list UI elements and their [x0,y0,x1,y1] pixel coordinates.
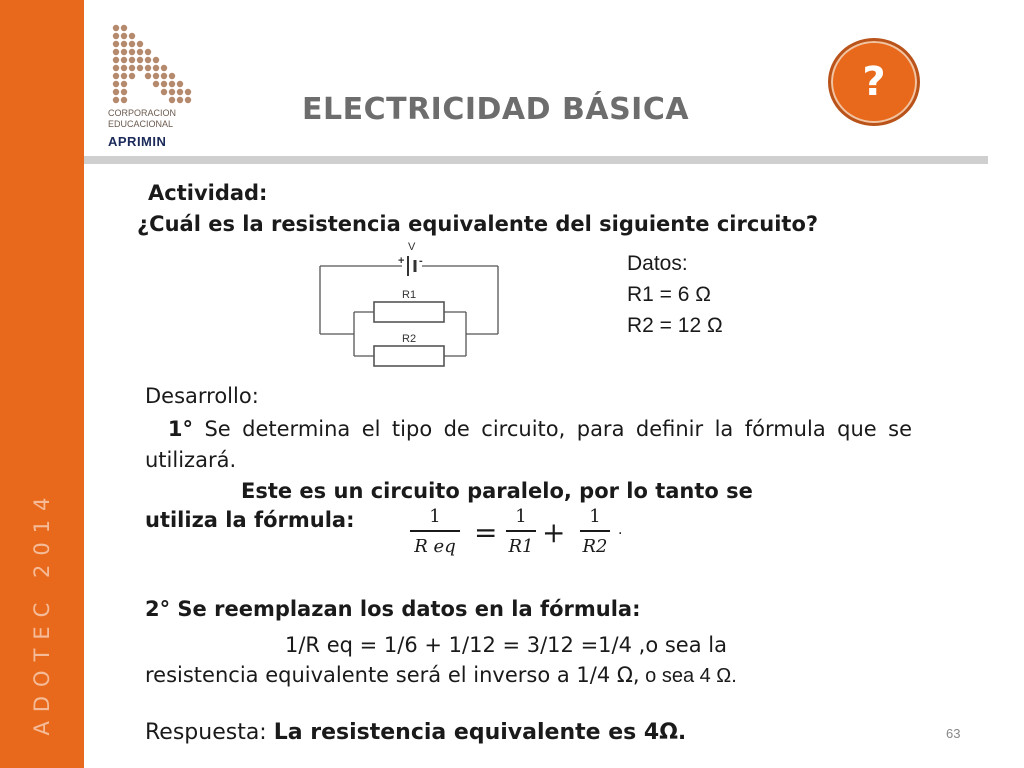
fraction-r2-numerator: 1 [589,506,601,527]
fraction-r1-numerator: 1 [515,506,527,527]
page-number: 63 [946,726,961,741]
circuit-plus-label: + [398,255,405,267]
page-title: ELECTRICIDAD BÁSICA [302,92,690,127]
circuit-r1-label: R1 [402,289,417,301]
calculation-line2-small: o sea 4 Ω. [639,665,737,687]
logo-brand: APRIMIN [108,134,167,149]
formula-equals: = [474,516,498,549]
help-button[interactable] [828,38,920,126]
activity-question: ¿Cuál es la resistencia equivalente del siguiente circuito? [137,212,819,236]
parallel-line2: utiliza la fórmula: [145,508,355,532]
left-sidebar-band [0,0,84,768]
step2-heading: 2° Se reemplazan los datos en la fórmula: [145,597,641,621]
parallel-line1 [145,476,912,507]
circuit-diagram [318,240,504,372]
fraction-r2 [580,504,610,558]
datos-r2: R2 = 12 Ω [627,314,723,337]
parallel-line1-text: Este es un circuito paralelo, por lo tanto se [241,479,753,503]
calculation-line1 [145,630,912,661]
formula-end-dot: . [618,522,623,538]
sidebar-vertical-text: ADOTEC 2014 [30,488,54,736]
datos-title: Datos: [627,252,688,275]
circuit-source-label: V [408,241,416,253]
datos-box [627,248,723,341]
answer-label: Respuesta: [145,720,274,745]
calculation-line2 [145,660,737,692]
fraction-req [410,504,460,558]
fraction-r1-denominator: R1 [508,536,534,557]
step1-text: Se determina el tipo de circuito, para definir la fórmula que se utilizará. [145,417,912,472]
calculation-line2-main: resistencia equivalente será el inverso a 1/4 Ω, [145,663,640,687]
datos-r1: R1 = 6 Ω [627,283,711,306]
circuit-r2-label: R2 [402,333,417,345]
logo-text-line1: CORPORACION [108,108,177,118]
activity-label: Actividad: [148,181,268,205]
step1-paragraph [145,414,912,476]
fraction-req-denominator: R eq [414,536,456,557]
answer-value: La resistencia equivalente es 4Ω. [273,720,687,745]
fraction-r1 [506,504,536,558]
desarrollo-title: Desarrollo: [145,384,259,408]
question-mark-icon: ? [862,59,886,105]
fraction-req-numerator: 1 [429,506,441,527]
step1-number: 1° [167,417,194,441]
answer-line [145,720,686,745]
fraction-r2-denominator: R2 [582,536,608,557]
calculation-line1-text: 1/R eq = 1/6 + 1/12 = 3/12 =1/4 ,o sea la [285,633,727,657]
circuit-minus-label: - [419,255,423,267]
logo-text-line2: EDUCACIONAL [108,119,174,129]
header-divider [84,156,988,164]
formula-plus: + [542,516,566,549]
